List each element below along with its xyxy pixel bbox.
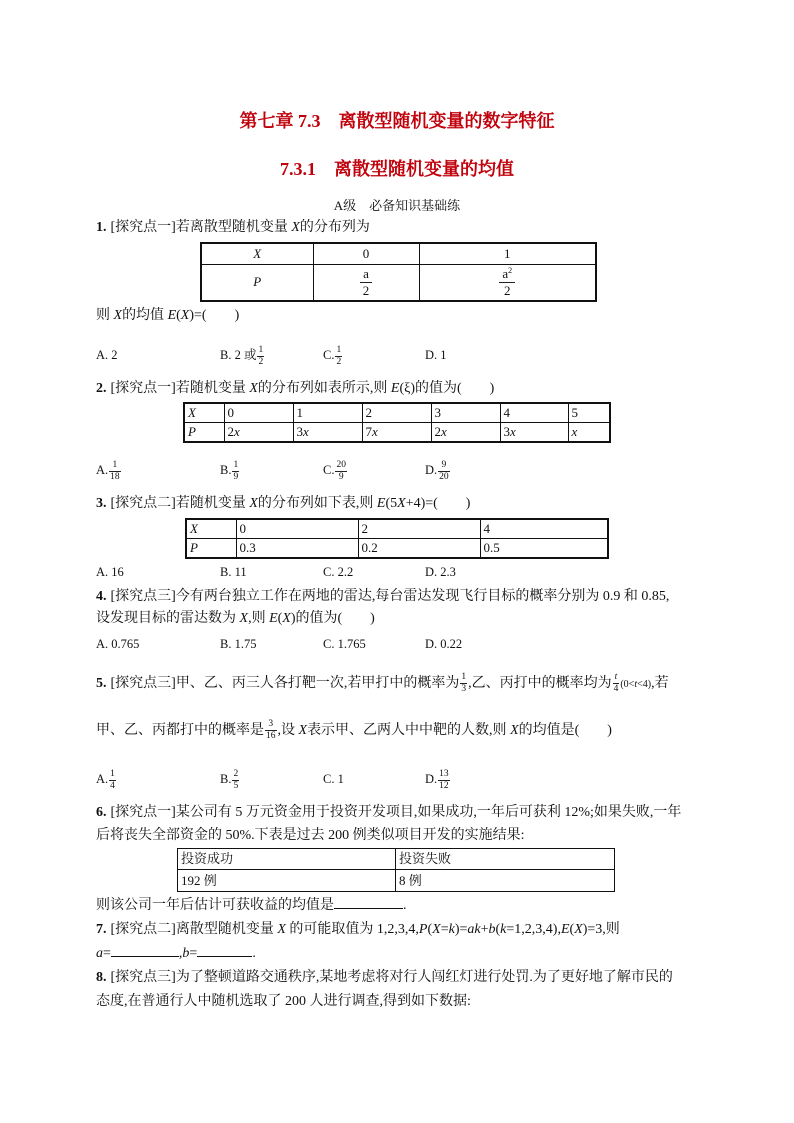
variable: x bbox=[441, 423, 447, 439]
variable: E bbox=[390, 381, 400, 396]
table-cell: 0 bbox=[313, 243, 419, 264]
variable: X bbox=[291, 220, 300, 235]
table-cell: 0.5 bbox=[480, 538, 608, 558]
q5-stem-line1 bbox=[96, 669, 669, 700]
option-label: A. bbox=[96, 463, 109, 477]
stem-text: )=3,则 bbox=[582, 922, 620, 937]
q7-stem-line1 bbox=[96, 921, 620, 939]
q5-stem-line2 bbox=[96, 716, 612, 746]
q4-option-b: B. 1.75 bbox=[220, 637, 257, 651]
question-number: 2. bbox=[96, 381, 107, 396]
variable: b bbox=[488, 922, 496, 937]
stem-text: = bbox=[103, 946, 111, 961]
variable: X bbox=[574, 922, 583, 937]
q7-stem-line2 bbox=[96, 945, 256, 963]
table-cell: 4 bbox=[500, 403, 568, 422]
q1-option-d: D. 1 bbox=[425, 348, 447, 362]
stem-text: )的值为( ) bbox=[290, 611, 375, 626]
fraction bbox=[232, 460, 239, 483]
stem-text: 的分布列如表所示,则 bbox=[257, 381, 391, 396]
table-row bbox=[184, 422, 610, 442]
stem-text: ,则 bbox=[248, 611, 270, 626]
fraction bbox=[438, 769, 450, 792]
option-label: B. bbox=[220, 772, 232, 786]
denominator: 2 bbox=[336, 356, 342, 367]
q2-stem bbox=[96, 380, 494, 398]
q6-stem-line2: 后将丧失全部资金的 50%.下表是过去 200 例类似项目开发的实施结果: bbox=[96, 828, 525, 843]
q8-stem-line1 bbox=[96, 969, 673, 987]
question-number: 7. bbox=[96, 922, 107, 937]
stem-text: ( bbox=[277, 611, 283, 626]
denominator: 16 bbox=[266, 731, 276, 742]
q4-stem-line2 bbox=[96, 610, 375, 628]
stem-text: [探究点三]甲、乙、丙三人各打靶一次,若甲打中的概率为 bbox=[110, 676, 460, 691]
variable: X bbox=[249, 496, 258, 511]
stem-text: = bbox=[440, 922, 449, 937]
stem-text: 设发现目标的雷达数为 bbox=[96, 611, 240, 626]
fraction bbox=[360, 266, 372, 299]
q3-option-c: C. 2.2 bbox=[323, 565, 354, 579]
stem-text: 的分布列为 bbox=[299, 220, 370, 235]
table-cell bbox=[313, 264, 419, 301]
q3-distribution-table bbox=[185, 518, 609, 559]
variable: X bbox=[282, 611, 291, 626]
option-label: D. bbox=[425, 463, 438, 477]
table-cell bbox=[224, 422, 293, 442]
q3-stem bbox=[96, 495, 470, 513]
q2-distribution-table bbox=[183, 402, 611, 443]
variable: x bbox=[372, 423, 378, 439]
stem-text: (5 bbox=[385, 496, 398, 511]
table-cell: 1 bbox=[293, 403, 362, 422]
q6-results-table bbox=[177, 848, 615, 892]
numerator: 1 bbox=[233, 459, 239, 470]
variable: E bbox=[269, 611, 278, 626]
q5-option-d bbox=[425, 764, 451, 794]
stem-text: 的均值 bbox=[122, 308, 168, 323]
stem-text: [探究点三]为了整顿道路交通秩序,某地考虑将对行人闯红灯进行处罚.为了更好地了解市民的 bbox=[110, 970, 673, 985]
denominator: 3 bbox=[461, 684, 467, 695]
chapter-title: 第七章 7.3 离散型随机变量的数字特征 bbox=[239, 111, 555, 131]
variable: E bbox=[376, 496, 386, 511]
table-row bbox=[186, 519, 608, 538]
q2-option-a bbox=[96, 455, 122, 485]
fraction bbox=[257, 345, 264, 368]
table-cell bbox=[184, 422, 224, 442]
q1-option-b bbox=[220, 340, 265, 370]
fraction bbox=[438, 460, 450, 483]
variable: X bbox=[397, 496, 406, 511]
stem-text: = bbox=[189, 946, 198, 961]
stem-text: ( bbox=[427, 922, 433, 937]
numerator: 1 bbox=[109, 460, 121, 472]
stem-text: 的均值是( ) bbox=[518, 723, 612, 738]
numerator: t bbox=[613, 672, 620, 684]
q2-option-c bbox=[323, 455, 348, 485]
q1-stem bbox=[96, 219, 370, 237]
table-cell: 2 bbox=[358, 519, 480, 538]
table-cell bbox=[362, 422, 431, 442]
denominator: 2 bbox=[258, 356, 264, 367]
question-number: 8. bbox=[96, 970, 107, 985]
question-number: 6. bbox=[96, 805, 107, 820]
stem-text: 表示甲、乙两人中中靶的人数,则 bbox=[307, 723, 511, 738]
table-cell: 1 bbox=[419, 243, 596, 264]
table-cell bbox=[568, 422, 610, 442]
q2-option-b bbox=[220, 455, 240, 485]
stem-text: [探究点三]今有两台独立工作在两地的雷达,每台雷达发现飞行目标的概率分别为 0.9 和 0.85, bbox=[110, 589, 670, 604]
table-cell: 192 例 bbox=[178, 870, 396, 892]
variable: X bbox=[277, 922, 286, 937]
stem-text: [探究点二]若随机变量 bbox=[110, 496, 250, 511]
table-cell: X bbox=[186, 519, 236, 538]
coefficient: 2 bbox=[227, 423, 234, 439]
denominator: 9 bbox=[338, 471, 344, 482]
q4-stem-line1 bbox=[96, 588, 669, 606]
q6-ask bbox=[96, 897, 407, 915]
table-cell: 投资失败 bbox=[396, 849, 615, 870]
fraction bbox=[613, 672, 620, 695]
stem-text: )= bbox=[454, 922, 468, 937]
q1-option-c bbox=[323, 340, 343, 370]
fraction bbox=[109, 460, 121, 483]
table-cell: 0.3 bbox=[236, 538, 358, 558]
stem-text: 则该公司一年后估计可获收益的均值是 bbox=[96, 898, 334, 913]
stem-text: [探究点一]若随机变量 bbox=[110, 381, 250, 396]
coefficient: 3 bbox=[503, 423, 510, 439]
variable: X bbox=[510, 723, 519, 738]
variable: X bbox=[180, 308, 190, 323]
table-cell: 0.2 bbox=[358, 538, 480, 558]
numerator: 1 bbox=[336, 344, 342, 355]
stem-text: 则 bbox=[96, 308, 114, 323]
table-cell: 3 bbox=[431, 403, 500, 422]
table-cell: 5 bbox=[568, 403, 610, 422]
variable: P bbox=[418, 922, 428, 937]
table-row bbox=[201, 243, 596, 264]
variable: E bbox=[167, 308, 177, 323]
variable: ak bbox=[467, 922, 481, 937]
denominator: 18 bbox=[110, 471, 120, 482]
stem-text: ( bbox=[569, 922, 575, 937]
table-row bbox=[201, 264, 596, 301]
table-cell: 0 bbox=[236, 519, 358, 538]
table-row bbox=[184, 403, 610, 422]
numerator: 9 bbox=[438, 460, 450, 472]
numerator: 1 bbox=[258, 344, 264, 355]
table-cell: X bbox=[184, 403, 224, 422]
q3-option-a: A. 16 bbox=[96, 565, 124, 579]
stem-text: [探究点一]某公司有 5 万元资金用于投资开发项目,如果成功,一年后可获利 12%;如果失败,一年 bbox=[110, 805, 682, 820]
numerator: 3 bbox=[265, 719, 277, 731]
option-label: A. bbox=[96, 772, 109, 786]
answer-blank-b bbox=[197, 945, 252, 957]
section-title: 7.3.1 离散型随机变量的均值 bbox=[280, 159, 514, 179]
table-cell: 0 bbox=[224, 403, 293, 422]
variable: x bbox=[234, 423, 240, 439]
variable: X bbox=[113, 308, 123, 323]
variable: X bbox=[239, 611, 249, 626]
denominator: 5 bbox=[233, 780, 239, 791]
variable: b bbox=[182, 946, 190, 961]
q2-option-d bbox=[425, 455, 451, 485]
stem-text: (ξ)的值为( ) bbox=[399, 381, 495, 396]
q4-option-c: C. 1.765 bbox=[323, 637, 366, 651]
q5-option-c bbox=[323, 764, 344, 794]
stem-text: . bbox=[252, 946, 256, 961]
q1-ask bbox=[96, 307, 239, 325]
stem-text: 的分布列如下表,则 bbox=[257, 496, 377, 511]
stem-text: [探究点二]离散型随机变量 bbox=[110, 922, 278, 937]
variable: E bbox=[560, 922, 570, 937]
table-cell: X bbox=[201, 243, 313, 264]
fraction bbox=[460, 672, 467, 695]
numerator: 13 bbox=[439, 768, 449, 779]
denominator: 4 bbox=[110, 780, 115, 791]
stem-text: , bbox=[178, 946, 183, 961]
fraction bbox=[109, 769, 116, 792]
variable: x bbox=[510, 423, 516, 439]
option-label: C. 1 bbox=[323, 772, 344, 786]
option-label: C. bbox=[323, 348, 335, 362]
question-number: 5. bbox=[96, 676, 107, 691]
option-label: C. bbox=[323, 463, 335, 477]
denominator: 12 bbox=[439, 780, 449, 791]
table-row bbox=[178, 849, 615, 870]
table-cell bbox=[293, 422, 362, 442]
table-cell: 4 bbox=[480, 519, 608, 538]
coefficient: 2 bbox=[434, 423, 441, 439]
q5-option-b bbox=[220, 764, 240, 794]
denominator: 4 bbox=[613, 684, 619, 695]
table-cell: 投资成功 bbox=[178, 849, 396, 870]
variable: X bbox=[432, 922, 441, 937]
denominator: 2 bbox=[362, 282, 370, 298]
table-cell: P bbox=[201, 264, 313, 301]
stem-text: ( bbox=[495, 922, 501, 937]
level-title: A级 必备知识基础练 bbox=[333, 198, 461, 213]
fraction bbox=[499, 266, 515, 299]
numerator: 1 bbox=[110, 768, 115, 779]
numerator bbox=[499, 266, 515, 283]
coefficient: 3 bbox=[296, 423, 303, 439]
stem-text: 的可能取值为 1,2,3,4, bbox=[285, 922, 419, 937]
q6-stem-line1 bbox=[96, 804, 681, 822]
table-cell: 8 例 bbox=[396, 870, 615, 892]
stem-text: [探究点一]若离散型随机变量 bbox=[110, 220, 292, 235]
table-cell bbox=[419, 264, 596, 301]
table-cell: P bbox=[186, 538, 236, 558]
q8-stem-line2: 态度,在普通行人中随机选取了 200 人进行调查,得到如下数据: bbox=[96, 994, 471, 1009]
denominator: 9 bbox=[233, 471, 239, 482]
option-label: B. bbox=[220, 463, 232, 477]
q1-option-a: A. 2 bbox=[96, 348, 118, 362]
table-cell: 2 bbox=[362, 403, 431, 422]
variable: X bbox=[249, 381, 258, 396]
stem-text: ,乙、丙打中的概率均为 bbox=[468, 676, 612, 691]
variable: k bbox=[500, 922, 507, 937]
variable: k bbox=[448, 922, 455, 937]
stem-text: )=( ) bbox=[189, 308, 240, 323]
denominator: 20 bbox=[439, 471, 449, 482]
numerator: 20 bbox=[336, 459, 346, 470]
denominator: 2 bbox=[504, 282, 511, 298]
table-cell bbox=[500, 422, 568, 442]
q3-option-d: D. 2.3 bbox=[425, 565, 456, 579]
question-number: 3. bbox=[96, 496, 107, 511]
stem-text: . bbox=[403, 898, 407, 913]
coefficient: 7 bbox=[365, 423, 372, 439]
numerator: a bbox=[360, 266, 372, 283]
fraction bbox=[335, 345, 342, 368]
q5-option-a bbox=[96, 764, 117, 794]
question-number: 4. bbox=[96, 589, 107, 604]
stem-text: 甲、乙、丙都打中的概率是 bbox=[96, 723, 264, 738]
numerator: 1 bbox=[461, 672, 467, 683]
exponent: 2 bbox=[508, 265, 513, 275]
stem-text: + bbox=[480, 922, 489, 937]
table-cell bbox=[431, 422, 500, 442]
table-row bbox=[186, 538, 608, 558]
fraction bbox=[335, 460, 347, 483]
option-label: B. 2 或 bbox=[220, 348, 257, 362]
option-label: D. bbox=[425, 772, 438, 786]
variable: x bbox=[571, 423, 578, 439]
stem-text: +4)=( ) bbox=[405, 496, 471, 511]
fraction bbox=[232, 769, 239, 792]
stem-text: =1,2,3,4), bbox=[506, 922, 561, 937]
table-row bbox=[178, 870, 615, 892]
fraction bbox=[265, 719, 277, 742]
stem-text: ( bbox=[176, 308, 181, 323]
stem-text: ,若 bbox=[651, 676, 669, 691]
q4-option-a: A. 0.765 bbox=[96, 637, 140, 651]
answer-blank bbox=[334, 897, 403, 909]
range-text: (0< bbox=[620, 679, 635, 690]
base: a bbox=[502, 265, 509, 281]
range-text: <4) bbox=[637, 679, 652, 690]
q4-option-d: D. 0.22 bbox=[425, 637, 463, 651]
q3-option-b: B. 11 bbox=[220, 565, 247, 579]
variable: x bbox=[303, 423, 309, 439]
answer-blank-a bbox=[111, 945, 179, 957]
numerator: 2 bbox=[233, 768, 239, 779]
variable: a bbox=[96, 946, 103, 961]
q1-distribution-table bbox=[200, 242, 597, 302]
variable: t bbox=[634, 679, 638, 690]
variable: X bbox=[298, 723, 308, 738]
variable: P bbox=[188, 423, 196, 439]
stem-text: ,设 bbox=[277, 723, 299, 738]
question-number: 1. bbox=[96, 220, 107, 235]
